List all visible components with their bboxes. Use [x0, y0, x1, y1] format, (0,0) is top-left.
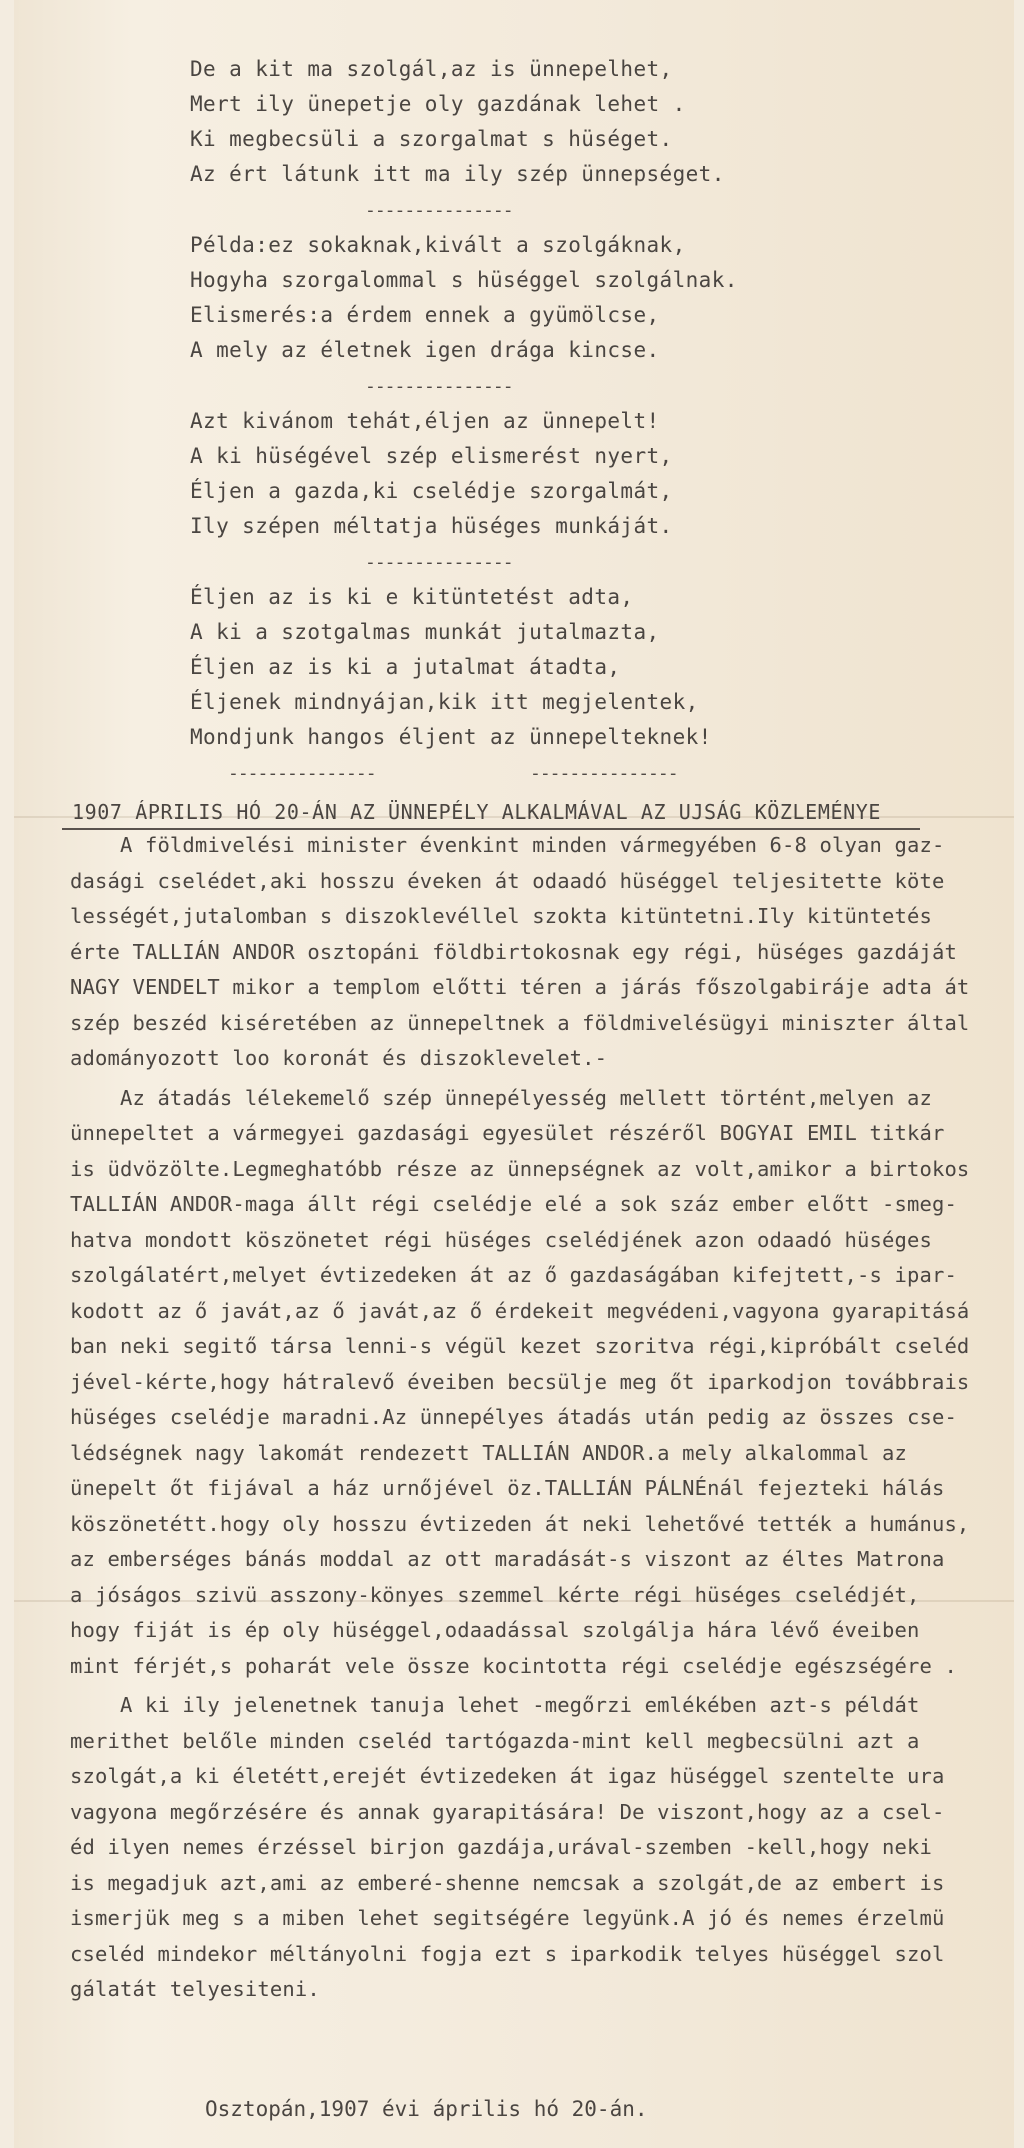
- separator-dashes: ---------------: [365, 376, 513, 397]
- poem-line: Azt kivánom tehát,éljen az ünnepelt!: [190, 409, 660, 433]
- article-line: szép beszéd kiséretében az ünnepeltnek a földmivelésügyi miniszter által: [70, 1010, 970, 1035]
- article-paragraph: [70, 828, 1010, 1077]
- article-line: kodott az ő javát,az ő javát,az ő érdekeit megvédeni,vagyona gyarapitásá: [70, 1298, 970, 1323]
- article-line: érte TALLIÁN ANDOR osztopáni földbirtokosnak egy régi, hüséges gazdáját: [70, 939, 957, 964]
- article-line: jével-kérte,hogy hátralevő éveiben becsülje meg őt iparkodjon továbbrais: [70, 1369, 970, 1394]
- article-paragraph: [70, 1688, 1010, 2008]
- article-line: mint férjét,s poharát vele össze kocintotta régi cselédje egészségére .: [70, 1653, 957, 1678]
- poem-line: Mondjunk hangos éljent az ünnepelteknek!: [190, 725, 712, 749]
- article-line: Az átadás lélekemelő szép ünnepélyesség mellett történt,melyen az: [70, 1085, 932, 1110]
- place-date-signature: Osztopán,1907 évi április hó 20-án.: [205, 2097, 648, 2121]
- article-line: éd ilyen nemes érzéssel birjon gazdája,urával-szemben -kell,hogy neki: [70, 1835, 932, 1859]
- article-line: NAGY VENDELT mikor a templom előtti téren a járás főszolgabiráje adta át: [70, 975, 970, 999]
- article-line: A ki ily jelenetnek tanuja lehet -megőrzi emlékében azt-s példát: [70, 1693, 920, 1717]
- poem-stanza: [190, 580, 910, 755]
- poem-line: Éljenek mindnyájan,kik itt megjelentek,: [190, 690, 699, 714]
- poem-line: Elismerés:a érdem ennek a gyümölcse,: [190, 303, 660, 327]
- article-line: hogy fiját is ép oly hüséggel,odaadással szolgálja hára lévő éveiben: [70, 1618, 920, 1642]
- article-title: 1907 ÁPRILIS HÓ 20-ÁN AZ ÜNNEPÉLY ALKALMÁVAL AZ UJSÁG KÖZLEMÉNYE: [72, 800, 882, 824]
- poem-line: Hogyha szorgalommal s hüséggel szolgálnak.: [190, 268, 738, 292]
- article-line: vagyona megőrzésére és annak gyarapitására! De viszont,hogy az a csel-: [70, 1799, 945, 1824]
- poem-line: Ily szépen méltatja hüséges munkáját.: [190, 514, 673, 538]
- article-line: merithet belőle minden cseléd tartógazda-mint kell megbecsülni azt a: [70, 1728, 920, 1753]
- article-line: cseléd mindekor méltányolni fogja ezt s iparkodik telyes hüséggel szol: [70, 1941, 945, 1966]
- stanza-separator: [190, 544, 910, 580]
- separator-dashes: ---------------: [228, 763, 376, 784]
- article-line: gálatát telyesiteni.: [70, 1977, 320, 2001]
- poem-line: Példa:ez sokaknak,kivált a szolgáknak,: [190, 233, 686, 257]
- poem-stanza: [190, 404, 910, 544]
- article-line: ünnepeltet a vármegyei gazdasági egyesület részéről BOGYAI EMIL titkár: [70, 1121, 945, 1145]
- poem-line: A mely az életnek igen drága kincse.: [190, 338, 660, 362]
- article-line: is üdvözölte.Legmeghatóbb része az ünnepségnek az volt,amikor a birtokos: [70, 1156, 970, 1181]
- article-line: ban neki segitő társa lenni-s végül kezet szoritva régi,kipróbált cseléd: [70, 1334, 970, 1358]
- article-line: lességét,jutalomban s diszoklevéllel szokta kitüntetni.Ily kitüntetés: [70, 904, 932, 928]
- poem-line: Mert ily ünepetje oly gazdának lehet .: [190, 92, 686, 116]
- stanza-separator: [190, 755, 910, 791]
- poem-stanza: [190, 228, 910, 368]
- article-line: szolgálatért,melyet évtizedeken át az ő gazdaságában kifejtett,-s ipar-: [70, 1263, 957, 1287]
- article-line: is megadjuk azt,ami az emberé-shenne nemcsak a szolgát,de az embert is: [70, 1870, 945, 1895]
- article-line: adományozott loo koronát és diszoklevelet.-: [70, 1046, 608, 1070]
- poem-line: Éljen az is ki a jutalmat átadta,: [190, 655, 621, 679]
- article-line: lédségnek nagy lakomát rendezett TALLIÁN ANDOR.a mely alkalommal az: [70, 1440, 907, 1465]
- article-line: hüséges cselédje maradni.Az ünnepélyes átadás után pedig az összes cse-: [70, 1405, 957, 1429]
- poem-line: A ki a szotgalmas munkát jutalmazta,: [190, 620, 660, 644]
- stanza-separator: [190, 192, 910, 228]
- article-line: TALLIÁN ANDOR-maga állt régi cselédje elé a sok száz ember előtt -smeg-: [70, 1192, 957, 1216]
- article-line: A földmivelési minister évenkint minden vármegyében 6-8 olyan gaz-: [70, 833, 945, 857]
- poem-line: De a kit ma szolgál,az is ünnepelhet,: [190, 57, 673, 81]
- separator-dashes: ---------------: [530, 763, 678, 784]
- article-line: ismerjük meg s a miben lehet segitségére legyünk.A jó és nemes érzelmü: [70, 1906, 945, 1930]
- separator-dashes: ---------------: [365, 200, 513, 221]
- article-line: köszönetétt.hogy oly hosszu évtizeden át neki lehetővé tették a humánus,: [70, 1511, 970, 1536]
- article-line: a jóságos szivü asszony-könyes szemmel kérte régi hüséges cselédjét,: [70, 1582, 920, 1607]
- article-line: dasági cselédet,aki hosszu éveken át odaadó hüséggel teljesitette köte: [70, 868, 945, 893]
- poem-line: Éljen a gazda,ki cselédje szorgalmát,: [190, 479, 673, 503]
- article-line: ünepelt őt fijával a ház urnőjével öz.TALLIÁN PÁLNÉnál fejezteki hálás: [70, 1476, 945, 1500]
- poem-line: Ki megbecsüli a szorgalmat s hüséget.: [190, 127, 673, 151]
- article-line: szolgát,a ki életétt,erejét évtizedeken át igaz hüséggel szentelte ura: [70, 1764, 945, 1788]
- article-line: az emberséges bánás moddal az ott maradását-s viszont az éltes Matrona: [70, 1547, 945, 1571]
- stanza-separator: [190, 368, 910, 404]
- poem-line: Az ért látunk itt ma ily szép ünnepséget.: [190, 162, 725, 186]
- poem-line: Éljen az is ki e kitüntetést adta,: [190, 585, 634, 609]
- poem-stanza: [190, 52, 910, 192]
- article-paragraph: [70, 1081, 1010, 1685]
- poem-line: A ki hüségével szép elismerést nyert,: [190, 444, 673, 468]
- poem: [190, 52, 910, 791]
- article-body: [70, 828, 1010, 2008]
- article-line: hatva mondott köszönetet régi hüséges cselédjének azon odaadó hüséges: [70, 1227, 932, 1252]
- separator-dashes: ---------------: [365, 552, 513, 573]
